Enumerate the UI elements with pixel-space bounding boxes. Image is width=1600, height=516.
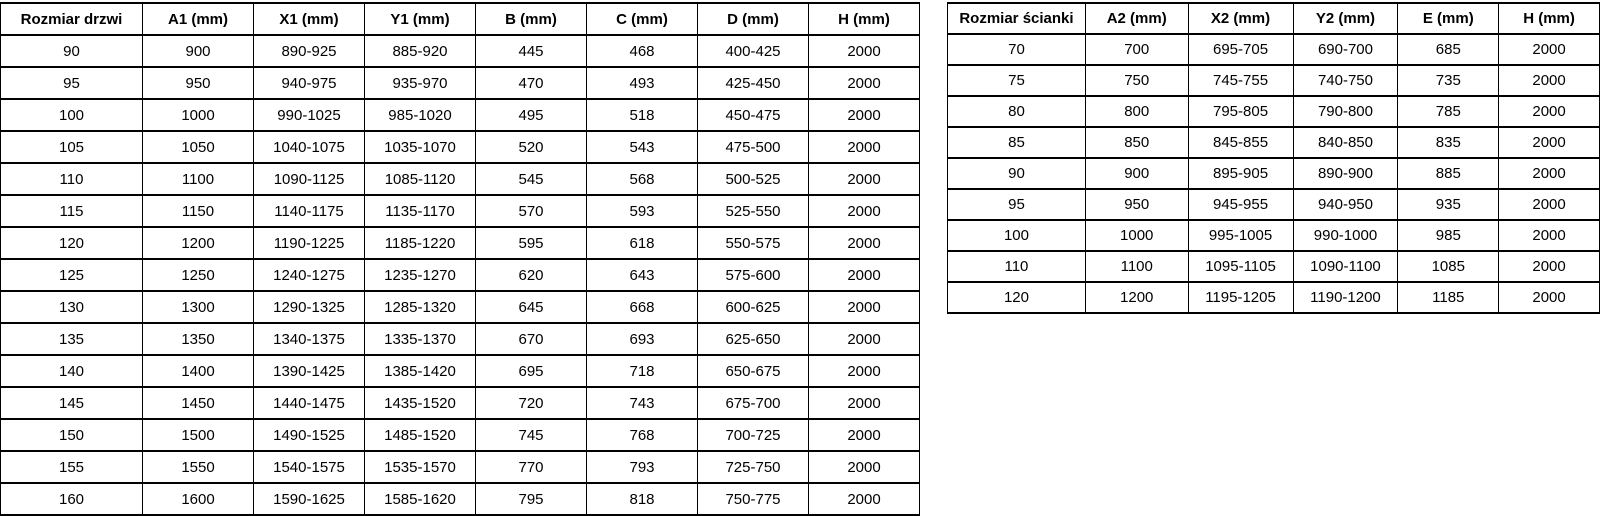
table-cell: 745	[476, 419, 587, 451]
table-cell: 1600	[143, 483, 254, 515]
table-cell: 1285-1320	[365, 291, 476, 323]
table-cell: 2000	[809, 67, 920, 99]
table-cell: 2000	[1499, 34, 1600, 65]
table-cell: 575-600	[698, 259, 809, 291]
table-cell: 2000	[1499, 127, 1600, 158]
table-cell: 1240-1275	[254, 259, 365, 291]
table-row	[1, 99, 920, 131]
table-cell: 495	[476, 99, 587, 131]
table-cell: 845-855	[1188, 127, 1293, 158]
table-cell: 425-450	[698, 67, 809, 99]
table-cell: 525-550	[698, 195, 809, 227]
table-cell: 1535-1570	[365, 451, 476, 483]
table-cell: 618	[587, 227, 698, 259]
table-cell: 1590-1625	[254, 483, 365, 515]
table-cell: 1200	[1085, 282, 1188, 313]
table-cell: 985-1020	[365, 99, 476, 131]
door-sizes-table	[0, 2, 920, 516]
table-cell: 150	[1, 419, 143, 451]
table-cell: 130	[1, 291, 143, 323]
table-cell: 2000	[809, 163, 920, 195]
table-cell: 85	[948, 127, 1086, 158]
table-cell: 470	[476, 67, 587, 99]
table-cell: 2000	[1499, 251, 1600, 282]
table-cell: 750	[1085, 65, 1188, 96]
header-row	[948, 3, 1600, 34]
table-cell: 155	[1, 451, 143, 483]
table-row	[948, 251, 1600, 282]
table-row	[1, 227, 920, 259]
table-cell: 840-850	[1293, 127, 1398, 158]
table-cell: 895-905	[1188, 158, 1293, 189]
table-cell: 743	[587, 387, 698, 419]
table-cell: 1440-1475	[254, 387, 365, 419]
table-cell: 1150	[143, 195, 254, 227]
column-header: A2 (mm)	[1085, 3, 1188, 34]
table-row	[1, 483, 920, 515]
column-header: Rozmiar ścianki	[948, 3, 1086, 34]
table-cell: 1540-1575	[254, 451, 365, 483]
table-cell: 1190-1225	[254, 227, 365, 259]
table-cell: 935	[1398, 189, 1499, 220]
table-cell: 600-625	[698, 291, 809, 323]
table-cell: 795	[476, 483, 587, 515]
table-cell: 2000	[809, 195, 920, 227]
table-cell: 475-500	[698, 131, 809, 163]
table-row	[1, 291, 920, 323]
table-cell: 1085-1120	[365, 163, 476, 195]
table-cell: 1250	[143, 259, 254, 291]
table-cell: 105	[1, 131, 143, 163]
table-cell: 1550	[143, 451, 254, 483]
table-row	[1, 355, 920, 387]
table-cell: 95	[1, 67, 143, 99]
table-row	[948, 96, 1600, 127]
table-cell: 2000	[1499, 220, 1600, 251]
table-cell: 518	[587, 99, 698, 131]
table-cell: 1100	[143, 163, 254, 195]
table-cell: 110	[948, 251, 1086, 282]
table-cell: 445	[476, 35, 587, 67]
table-cell: 900	[143, 35, 254, 67]
table-row	[948, 189, 1600, 220]
table-cell: 693	[587, 323, 698, 355]
table-cell: 818	[587, 483, 698, 515]
table-cell: 1140-1175	[254, 195, 365, 227]
table-cell: 543	[587, 131, 698, 163]
table-cell: 468	[587, 35, 698, 67]
table-cell: 1585-1620	[365, 483, 476, 515]
table-cell: 1450	[143, 387, 254, 419]
table-cell: 700-725	[698, 419, 809, 451]
table-cell: 885	[1398, 158, 1499, 189]
table-cell: 2000	[1499, 189, 1600, 220]
table-cell: 790-800	[1293, 96, 1398, 127]
table-cell: 1400	[143, 355, 254, 387]
table-cell: 450-475	[698, 99, 809, 131]
table-row	[1, 131, 920, 163]
table-cell: 120	[948, 282, 1086, 313]
table-cell: 2000	[809, 259, 920, 291]
table-cell: 1090-1100	[1293, 251, 1398, 282]
column-header: D (mm)	[698, 3, 809, 35]
table-cell: 945-955	[1188, 189, 1293, 220]
table-cell: 950	[1085, 189, 1188, 220]
table-cell: 2000	[809, 419, 920, 451]
table-cell: 2000	[1499, 158, 1600, 189]
table-row	[1, 387, 920, 419]
column-header: C (mm)	[587, 3, 698, 35]
table-cell: 125	[1, 259, 143, 291]
table-cell: 725-750	[698, 451, 809, 483]
table-cell: 1200	[143, 227, 254, 259]
table-cell: 620	[476, 259, 587, 291]
column-header: H (mm)	[1499, 3, 1600, 34]
table-cell: 785	[1398, 96, 1499, 127]
table-cell: 890-925	[254, 35, 365, 67]
table-cell: 990-1025	[254, 99, 365, 131]
table-cell: 740-750	[1293, 65, 1398, 96]
table-cell: 1090-1125	[254, 163, 365, 195]
column-header: A1 (mm)	[143, 3, 254, 35]
table-cell: 160	[1, 483, 143, 515]
table-row	[1, 35, 920, 67]
table-cell: 2000	[809, 323, 920, 355]
table-cell: 1135-1170	[365, 195, 476, 227]
table-cell: 493	[587, 67, 698, 99]
table-cell: 545	[476, 163, 587, 195]
table-cell: 2000	[809, 227, 920, 259]
table-cell: 90	[948, 158, 1086, 189]
column-header: Rozmiar drzwi	[1, 3, 143, 35]
table-cell: 770	[476, 451, 587, 483]
table-cell: 70	[948, 34, 1086, 65]
table-cell: 2000	[1499, 65, 1600, 96]
table-cell: 985	[1398, 220, 1499, 251]
table-cell: 1500	[143, 419, 254, 451]
table-cell: 675-700	[698, 387, 809, 419]
table-row	[948, 220, 1600, 251]
table-cell: 500-525	[698, 163, 809, 195]
table-cell: 1000	[143, 99, 254, 131]
table-cell: 2000	[809, 355, 920, 387]
table-cell: 1435-1520	[365, 387, 476, 419]
table-row	[948, 127, 1600, 158]
table-cell: 90	[1, 35, 143, 67]
table-cell: 2000	[809, 99, 920, 131]
table-cell: 668	[587, 291, 698, 323]
table-cell: 400-425	[698, 35, 809, 67]
table-cell: 685	[1398, 34, 1499, 65]
table-cell: 593	[587, 195, 698, 227]
column-header: X1 (mm)	[254, 3, 365, 35]
table-cell: 690-700	[1293, 34, 1398, 65]
table-cell: 550-575	[698, 227, 809, 259]
table-cell: 1095-1105	[1188, 251, 1293, 282]
table-row	[948, 34, 1600, 65]
table-row	[948, 158, 1600, 189]
table-cell: 100	[1, 99, 143, 131]
table-row	[1, 323, 920, 355]
table-cell: 595	[476, 227, 587, 259]
table-cell: 1000	[1085, 220, 1188, 251]
table-cell: 1290-1325	[254, 291, 365, 323]
header-row	[1, 3, 920, 35]
table-row	[1, 451, 920, 483]
column-header: H (mm)	[809, 3, 920, 35]
table-cell: 645	[476, 291, 587, 323]
column-header: B (mm)	[476, 3, 587, 35]
table-cell: 1190-1200	[1293, 282, 1398, 313]
table-cell: 1340-1375	[254, 323, 365, 355]
table-cell: 935-970	[365, 67, 476, 99]
table-cell: 1195-1205	[1188, 282, 1293, 313]
table-cell: 1040-1075	[254, 131, 365, 163]
table-row	[1, 195, 920, 227]
table-cell: 110	[1, 163, 143, 195]
table-cell: 768	[587, 419, 698, 451]
table-cell: 795-805	[1188, 96, 1293, 127]
table-cell: 145	[1, 387, 143, 419]
column-header: Y2 (mm)	[1293, 3, 1398, 34]
table-cell: 793	[587, 451, 698, 483]
table-cell: 2000	[809, 291, 920, 323]
table-cell: 700	[1085, 34, 1188, 65]
table-cell: 940-950	[1293, 189, 1398, 220]
table-cell: 1100	[1085, 251, 1188, 282]
table-cell: 1485-1520	[365, 419, 476, 451]
table-cell: 2000	[1499, 282, 1600, 313]
table-cell: 720	[476, 387, 587, 419]
column-header: E (mm)	[1398, 3, 1499, 34]
table-cell: 570	[476, 195, 587, 227]
table-cell: 1350	[143, 323, 254, 355]
table-cell: 995-1005	[1188, 220, 1293, 251]
table-cell: 695	[476, 355, 587, 387]
table-cell: 950	[143, 67, 254, 99]
table-cell: 80	[948, 96, 1086, 127]
table-cell: 643	[587, 259, 698, 291]
table-cell: 1085	[1398, 251, 1499, 282]
table-row	[1, 163, 920, 195]
table-cell: 1385-1420	[365, 355, 476, 387]
table-cell: 650-675	[698, 355, 809, 387]
table-cell: 100	[948, 220, 1086, 251]
table-cell: 735	[1398, 65, 1499, 96]
table-cell: 95	[948, 189, 1086, 220]
table-cell: 2000	[809, 451, 920, 483]
table-cell: 1300	[143, 291, 254, 323]
table-cell: 1490-1525	[254, 419, 365, 451]
table-cell: 1185	[1398, 282, 1499, 313]
table-cell: 670	[476, 323, 587, 355]
table-cell: 750-775	[698, 483, 809, 515]
table-cell: 718	[587, 355, 698, 387]
table-cell: 568	[587, 163, 698, 195]
table-row	[1, 259, 920, 291]
table-cell: 835	[1398, 127, 1499, 158]
table-row	[1, 419, 920, 451]
table-cell: 1335-1370	[365, 323, 476, 355]
wall-panel-sizes-table	[947, 2, 1600, 314]
table-cell: 1035-1070	[365, 131, 476, 163]
table-cell: 1050	[143, 131, 254, 163]
table-cell: 745-755	[1188, 65, 1293, 96]
table-cell: 850	[1085, 127, 1188, 158]
table-cell: 2000	[809, 483, 920, 515]
table-cell: 135	[1, 323, 143, 355]
table-cell: 990-1000	[1293, 220, 1398, 251]
table-cell: 1235-1270	[365, 259, 476, 291]
column-header: Y1 (mm)	[365, 3, 476, 35]
table-cell: 2000	[1499, 96, 1600, 127]
table-row	[1, 67, 920, 99]
table-cell: 885-920	[365, 35, 476, 67]
table-cell: 2000	[809, 387, 920, 419]
table-cell: 120	[1, 227, 143, 259]
table-cell: 75	[948, 65, 1086, 96]
table-cell: 115	[1, 195, 143, 227]
table-cell: 140	[1, 355, 143, 387]
table-row	[948, 65, 1600, 96]
table-cell: 695-705	[1188, 34, 1293, 65]
table-cell: 520	[476, 131, 587, 163]
table-cell: 2000	[809, 131, 920, 163]
table-cell: 1185-1220	[365, 227, 476, 259]
table-cell: 2000	[809, 35, 920, 67]
table-cell: 625-650	[698, 323, 809, 355]
table-cell: 900	[1085, 158, 1188, 189]
table-cell: 800	[1085, 96, 1188, 127]
table-cell: 940-975	[254, 67, 365, 99]
table-cell: 890-900	[1293, 158, 1398, 189]
column-header: X2 (mm)	[1188, 3, 1293, 34]
table-row	[948, 282, 1600, 313]
table-cell: 1390-1425	[254, 355, 365, 387]
